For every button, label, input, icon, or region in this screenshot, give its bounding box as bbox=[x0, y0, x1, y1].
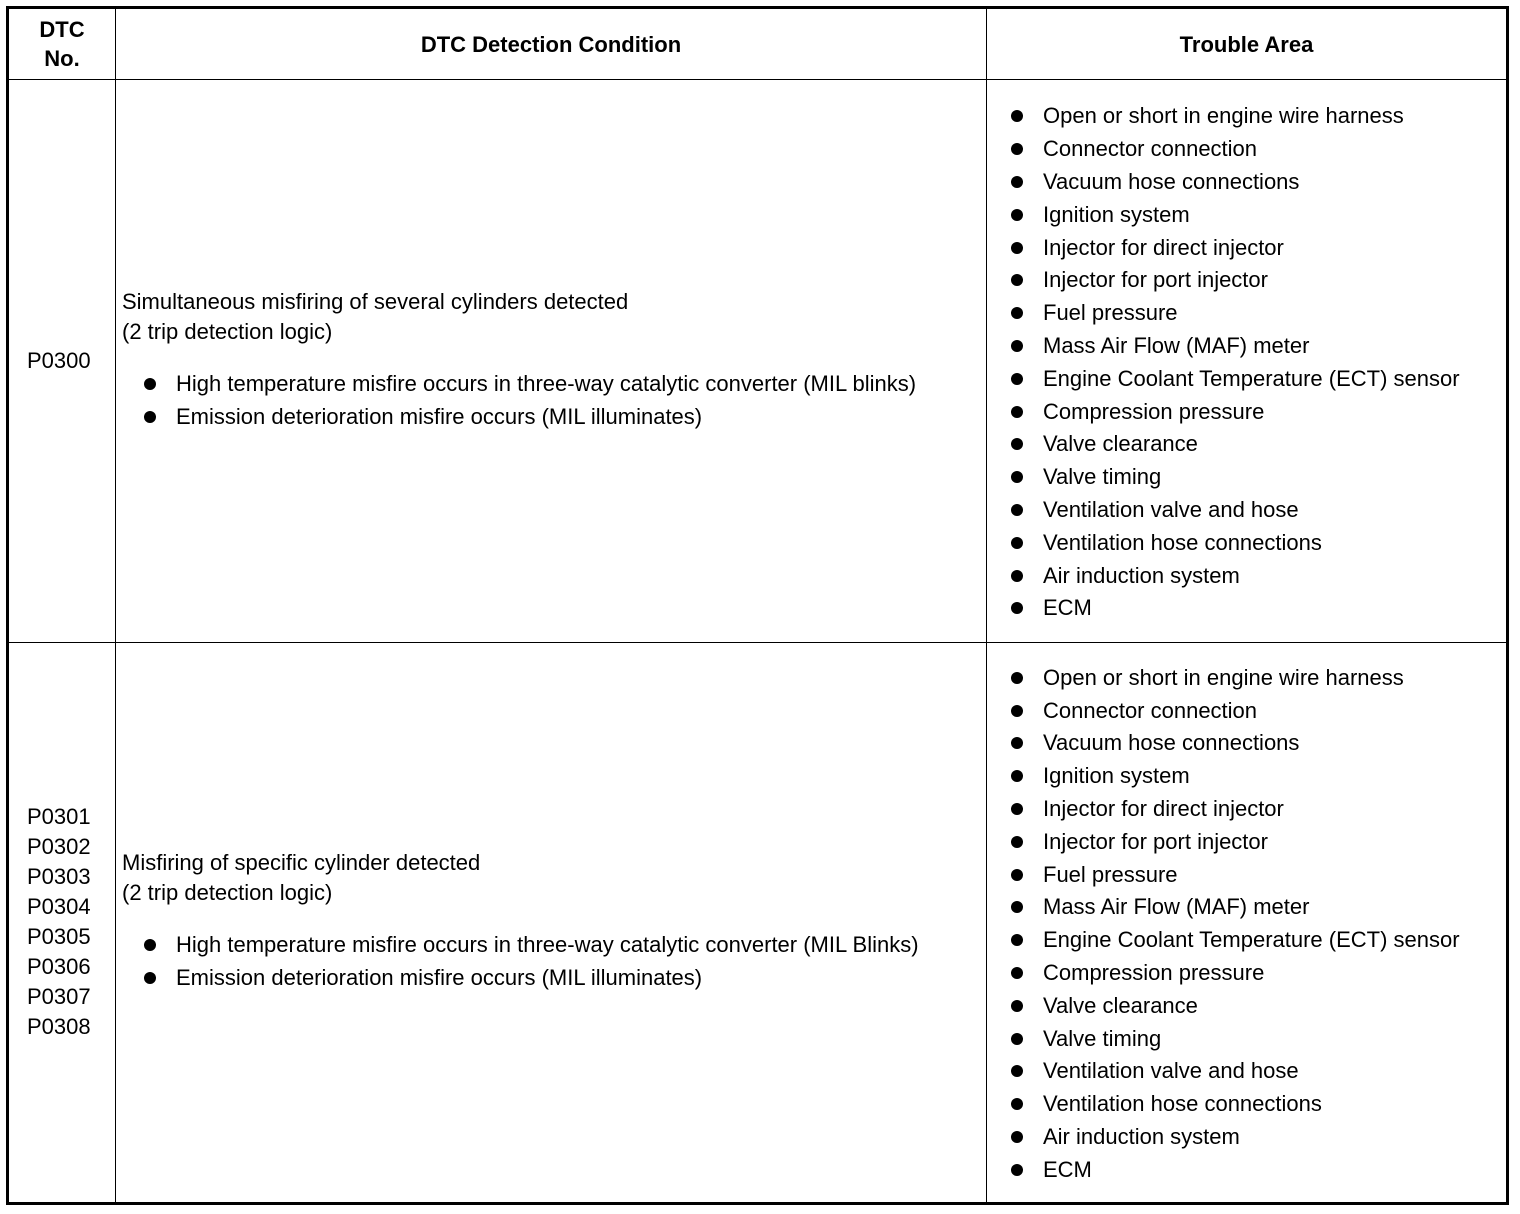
trouble-area-item bbox=[1011, 298, 1506, 328]
trouble-area-item bbox=[1011, 860, 1506, 890]
trouble-area-item-text: Injector for port injector bbox=[1043, 828, 1268, 854]
table-header-row bbox=[8, 8, 1508, 80]
trouble-area-item-text: Air induction system bbox=[1043, 562, 1240, 588]
trouble-area-item bbox=[1011, 593, 1506, 623]
trouble-area-item bbox=[1011, 1089, 1506, 1119]
trouble-area-item-text: Ventilation hose connections bbox=[1043, 1091, 1322, 1117]
trouble-area-item bbox=[1011, 991, 1506, 1021]
trouble-area-item-text: Open or short in engine wire harness bbox=[1043, 103, 1404, 129]
condition-bullet-list bbox=[122, 930, 986, 993]
table-row bbox=[8, 642, 1508, 1203]
trouble-area-item-text: Ignition system bbox=[1043, 201, 1190, 227]
dtc-code: P0301 bbox=[27, 804, 91, 830]
dtc-code: P0305 bbox=[27, 924, 91, 950]
bullet-icon bbox=[1011, 373, 1023, 385]
condition-bullet-list bbox=[122, 369, 986, 432]
bullet-icon bbox=[1011, 110, 1023, 122]
trouble-area-item bbox=[1011, 101, 1506, 131]
condition-bullet-text: High temperature misfire occurs in three-way catalytic converter (MIL Blinks) bbox=[176, 932, 919, 958]
bullet-icon bbox=[144, 939, 156, 951]
trouble-area-item bbox=[1011, 1155, 1506, 1185]
trouble-area-item bbox=[1011, 794, 1506, 824]
trouble-area-item bbox=[1011, 265, 1506, 295]
trouble-area-item bbox=[1011, 663, 1506, 693]
bullet-icon bbox=[1011, 1098, 1023, 1110]
trouble-area-item-text: Mass Air Flow (MAF) meter bbox=[1043, 894, 1310, 920]
trouble-area-item-text: ECM bbox=[1043, 595, 1092, 621]
trouble-area-item-text: Engine Coolant Temperature (ECT) sensor bbox=[1043, 365, 1460, 391]
bullet-icon bbox=[1011, 537, 1023, 549]
trouble-area-item bbox=[1011, 561, 1506, 591]
trouble-area-item-text: Injector for direct injector bbox=[1043, 796, 1284, 822]
bullet-icon bbox=[144, 972, 156, 984]
condition-bullet-text: High temperature misfire occurs in three-way catalytic converter (MIL blinks) bbox=[176, 370, 917, 396]
bullet-icon bbox=[1011, 570, 1023, 582]
dtc-code: P0302 bbox=[27, 834, 91, 860]
trouble-area-item bbox=[1011, 528, 1506, 558]
bullet-icon bbox=[1011, 143, 1023, 155]
dtc-codes-cell bbox=[8, 80, 116, 642]
trouble-area-item bbox=[1011, 1024, 1506, 1054]
dtc-code: P0306 bbox=[27, 954, 91, 980]
condition-text: Simultaneous misfiring of several cylinders detected bbox=[122, 288, 629, 314]
bullet-icon bbox=[1011, 901, 1023, 913]
bullet-icon bbox=[1011, 176, 1023, 188]
dtc-codes-cell bbox=[8, 642, 116, 1203]
bullet-icon bbox=[1011, 209, 1023, 221]
trouble-area-item-text: Injector for port injector bbox=[1043, 267, 1268, 293]
trouble-area-item-text: Vacuum hose connections bbox=[1043, 730, 1300, 756]
trouble-area-item bbox=[1011, 958, 1506, 988]
trouble-area-item bbox=[1011, 728, 1506, 758]
trouble-area-cell bbox=[987, 80, 1508, 642]
bullet-icon bbox=[1011, 803, 1023, 815]
trouble-area-item-text: Fuel pressure bbox=[1043, 861, 1178, 887]
condition-text: Misfiring of specific cylinder detected bbox=[122, 850, 481, 876]
trouble-area-list bbox=[1011, 95, 1506, 623]
trouble-area-item-text: Connector connection bbox=[1043, 136, 1258, 162]
trouble-area-item bbox=[1011, 892, 1506, 922]
bullet-icon bbox=[1011, 1000, 1023, 1012]
bullet-icon bbox=[144, 378, 156, 390]
bullet-icon bbox=[1011, 869, 1023, 881]
trouble-area-item bbox=[1011, 495, 1506, 525]
dtc-code: P0308 bbox=[27, 1014, 91, 1040]
header-trouble-area: Trouble Area bbox=[987, 8, 1508, 80]
trouble-area-item-text: Ignition system bbox=[1043, 763, 1190, 789]
bullet-icon bbox=[144, 411, 156, 423]
trouble-area-item-text: Injector for direct injector bbox=[1043, 234, 1284, 260]
condition-bullet bbox=[144, 369, 986, 399]
trouble-area-item bbox=[1011, 696, 1506, 726]
bullet-icon bbox=[1011, 836, 1023, 848]
trouble-area-item-text: Connector connection bbox=[1043, 697, 1258, 723]
detection-condition-cell bbox=[116, 80, 987, 642]
dtc-code: P0304 bbox=[27, 894, 91, 920]
dtc-table bbox=[6, 6, 1509, 1205]
header-dtc-no-line1: DTC bbox=[39, 17, 85, 43]
condition-bullet bbox=[144, 963, 986, 993]
bullet-icon bbox=[1011, 307, 1023, 319]
condition-bullet-text: Emission deterioration misfire occurs (MIL illuminates) bbox=[176, 403, 703, 429]
trouble-area-item bbox=[1011, 331, 1506, 361]
bullet-icon bbox=[1011, 705, 1023, 717]
dtc-code: P0303 bbox=[27, 864, 91, 890]
trouble-area-item-text: Valve clearance bbox=[1043, 431, 1198, 457]
bullet-icon bbox=[1011, 438, 1023, 450]
bullet-icon bbox=[1011, 340, 1023, 352]
trouble-area-item bbox=[1011, 827, 1506, 857]
trouble-area-item bbox=[1011, 462, 1506, 492]
condition-bullet bbox=[144, 930, 986, 960]
trouble-area-item-text: Ventilation hose connections bbox=[1043, 529, 1322, 555]
dtc-code: P0300 bbox=[27, 347, 91, 373]
dtc-code: P0307 bbox=[27, 984, 91, 1010]
bullet-icon bbox=[1011, 1164, 1023, 1176]
trouble-area-item-text: Open or short in engine wire harness bbox=[1043, 664, 1404, 690]
table-row bbox=[8, 80, 1508, 642]
trouble-area-item-text: ECM bbox=[1043, 1156, 1092, 1182]
bullet-icon bbox=[1011, 1033, 1023, 1045]
trouble-area-item bbox=[1011, 167, 1506, 197]
bullet-icon bbox=[1011, 274, 1023, 286]
bullet-icon bbox=[1011, 672, 1023, 684]
header-dtc-no bbox=[8, 8, 116, 80]
trouble-area-item-text: Ventilation valve and hose bbox=[1043, 1058, 1299, 1084]
trouble-area-item-text: Engine Coolant Temperature (ECT) sensor bbox=[1043, 927, 1460, 953]
bullet-icon bbox=[1011, 471, 1023, 483]
trouble-area-item-text: Vacuum hose connections bbox=[1043, 169, 1300, 194]
condition-logic: (2 trip detection logic) bbox=[122, 880, 333, 906]
trouble-area-item-text: Compression pressure bbox=[1043, 398, 1265, 424]
trouble-area-item bbox=[1011, 233, 1506, 263]
trouble-area-item-text: Mass Air Flow (MAF) meter bbox=[1043, 332, 1310, 358]
trouble-area-item bbox=[1011, 397, 1506, 427]
trouble-area-item-text: Valve timing bbox=[1043, 464, 1162, 490]
trouble-area-item bbox=[1011, 1122, 1506, 1152]
bullet-icon bbox=[1011, 737, 1023, 749]
condition-bullet bbox=[144, 402, 986, 432]
trouble-area-item-text: Air induction system bbox=[1043, 1124, 1240, 1150]
bullet-icon bbox=[1011, 242, 1023, 254]
trouble-area-item-text: Valve timing bbox=[1043, 1025, 1162, 1051]
bullet-icon bbox=[1011, 770, 1023, 782]
bullet-icon bbox=[1011, 602, 1023, 614]
bullet-icon bbox=[1011, 967, 1023, 979]
bullet-icon bbox=[1011, 934, 1023, 946]
bullet-icon bbox=[1011, 1131, 1023, 1143]
trouble-area-item-text: Fuel pressure bbox=[1043, 300, 1178, 326]
trouble-area-item bbox=[1011, 761, 1506, 791]
trouble-area-item bbox=[1011, 200, 1506, 230]
detection-condition-cell bbox=[116, 642, 987, 1203]
trouble-area-cell bbox=[987, 642, 1508, 1203]
trouble-area-item-text: Ventilation valve and hose bbox=[1043, 496, 1299, 522]
trouble-area-item bbox=[1011, 134, 1506, 164]
bullet-icon bbox=[1011, 406, 1023, 418]
trouble-area-item bbox=[1011, 429, 1506, 459]
trouble-area-list bbox=[1011, 657, 1506, 1185]
trouble-area-item bbox=[1011, 364, 1506, 394]
trouble-area-item bbox=[1011, 1056, 1506, 1086]
bullet-icon bbox=[1011, 1065, 1023, 1077]
condition-bullet-text: Emission deterioration misfire occurs (MIL illuminates) bbox=[176, 965, 703, 991]
bullet-icon bbox=[1011, 504, 1023, 516]
header-detection-condition: DTC Detection Condition bbox=[116, 8, 987, 80]
header-dtc-no-line2: No. bbox=[44, 46, 80, 72]
condition-logic: (2 trip detection logic) bbox=[122, 318, 333, 344]
trouble-area-item bbox=[1011, 925, 1506, 955]
trouble-area-item-text: Compression pressure bbox=[1043, 960, 1265, 986]
trouble-area-item-text: Valve clearance bbox=[1043, 992, 1198, 1018]
